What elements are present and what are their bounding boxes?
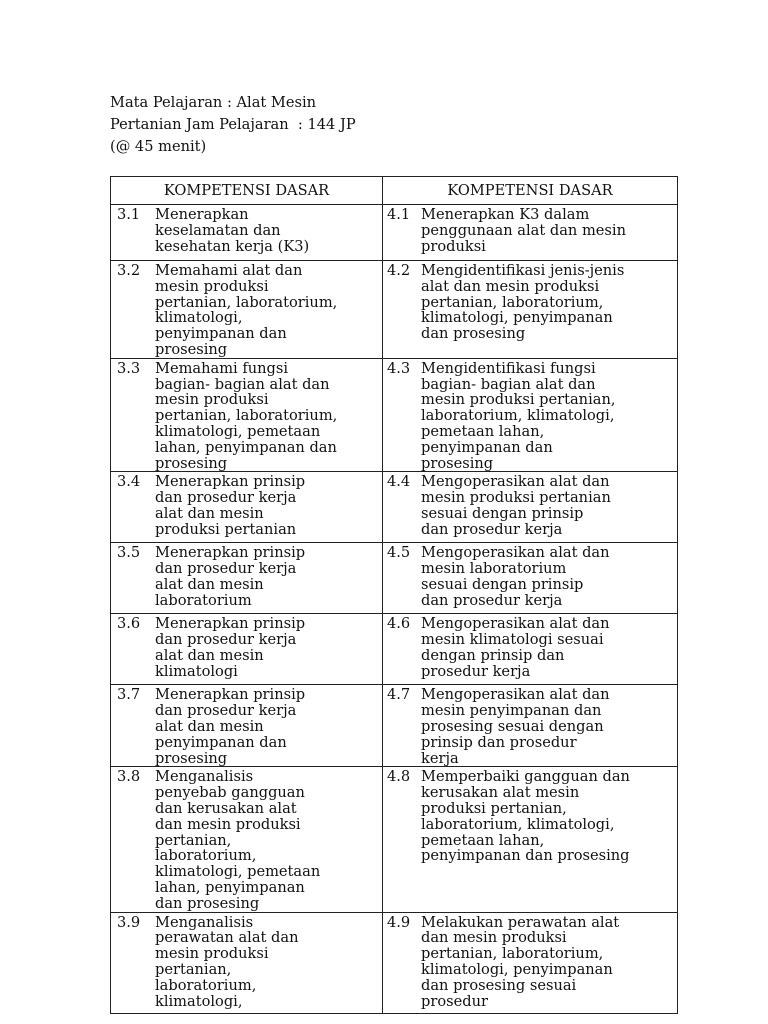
competency-text: Memahami alat dan mesin produksi pertanian, laboratorium, klimatologi, penyimpanan dan prosesing	[155, 262, 338, 358]
competency-text: Mengoperasikan alat dan mesin produksi pertanian sesuai dengan prinsip dan prosedur kerja	[421, 473, 611, 538]
table-row	[111, 472, 678, 543]
competency-text: Memperbaiki gangguan dan kerusakan alat mesin produksi pertanian, laboratorium, klimatologi, pemetaan lahan, penyimpanan dan prosesing	[421, 768, 630, 865]
table-row	[111, 543, 678, 614]
competency-text: Melakukan perawatan alat dan mesin produksi pertanian, laboratorium, klimatologi, penyimpanan dan prosesing sesuai prosedur	[421, 913, 620, 1010]
table-row	[111, 614, 678, 685]
table-cell-left	[111, 912, 383, 1013]
competency-number: 3.1	[117, 206, 141, 223]
competency-text: Mengoperasikan alat dan mesin laboratorium sesuai dengan prinsip dan prosedur kerja	[421, 544, 610, 609]
table-cell-right	[383, 685, 678, 767]
hours-line: Pertanian Jam Pelajaran : 144 JP	[110, 116, 356, 133]
competency-text: Memahami fungsi bagian- bagian alat dan mesin produksi pertanian, laboratorium, klimatologi, pemetaan lahan, penyimpanan dan prosesing	[155, 359, 338, 472]
table-cell-left	[111, 685, 383, 767]
table-cell-left	[111, 614, 383, 685]
competency-number: 4.1	[387, 206, 411, 223]
competency-table	[110, 176, 678, 1014]
table-cell-right	[383, 205, 678, 261]
competency-number: 3.5	[117, 544, 141, 562]
competency-text: Mengidentifikasi fungsi bagian- bagian alat dan mesin produksi pertanian, laboratorium, klimatologi, pemetaan lahan, penyimpanan dan prosesing	[421, 359, 616, 472]
table-cell-right	[383, 912, 678, 1013]
competency-number: 4.5	[387, 544, 411, 562]
competency-number: 4.7	[387, 686, 411, 704]
table-row	[111, 767, 678, 912]
column-header-left: KOMPETENSI DASAR	[111, 177, 383, 205]
duration-line: (@ 45 menit)	[110, 138, 207, 155]
table-row	[111, 205, 678, 261]
table-cell-right	[383, 614, 678, 685]
competency-number: 4.2	[387, 262, 411, 279]
table-cell-right	[383, 261, 678, 359]
competency-number: 4.9	[387, 913, 411, 931]
table-cell-left	[111, 767, 383, 912]
table-cell-right	[383, 543, 678, 614]
table-cell-right	[383, 472, 678, 543]
competency-number: 4.8	[387, 768, 411, 786]
competency-number: 3.7	[117, 686, 141, 704]
competency-text: Menerapkan prinsip dan prosedur kerja alat dan mesin penyimpanan dan prosesing	[155, 686, 306, 767]
competency-text: Mengoperasikan alat dan mesin penyimpanan dan prosesing sesuai dengan prinsip dan prosedur kerja	[421, 686, 610, 767]
table-cell-right	[383, 358, 678, 472]
competency-text: Mengidentifikasi jenis-jenis alat dan mesin produksi pertanian, laboratorium, klimatologi, penyimpanan dan prosesing	[421, 262, 625, 343]
competency-number: 3.8	[117, 768, 141, 786]
competency-text: Menerapkan K3 dalam penggunaan alat dan mesin produksi	[421, 206, 626, 255]
table-row	[111, 685, 678, 767]
table-row	[111, 261, 678, 359]
competency-text: Menerapkan prinsip dan prosedur kerja alat dan mesin laboratorium	[155, 544, 306, 609]
competency-number: 3.3	[117, 359, 141, 377]
table-header-row	[111, 177, 678, 205]
competency-text: Menganalisis perawatan alat dan mesin produksi pertanian, laboratorium, klimatologi,	[155, 913, 299, 1010]
competency-text: Mengoperasikan alat dan mesin klimatologi sesuai dengan prinsip dan prosedur kerja	[421, 615, 610, 680]
document-header	[110, 92, 356, 158]
competency-text: Menerapkan prinsip dan prosedur kerja alat dan mesin klimatologi	[155, 615, 306, 680]
column-header-right: KOMPETENSI DASAR	[383, 177, 678, 205]
subject-line: Mata Pelajaran : Alat Mesin	[110, 94, 317, 111]
competency-text: Menerapkan prinsip dan prosedur kerja alat dan mesin produksi pertanian	[155, 473, 306, 538]
table-cell-left	[111, 472, 383, 543]
table-cell-left	[111, 543, 383, 614]
competency-number: 4.4	[387, 473, 411, 491]
table-cell-left	[111, 261, 383, 359]
competency-number: 3.4	[117, 473, 141, 491]
competency-number: 3.9	[117, 913, 141, 931]
table-row	[111, 358, 678, 472]
competency-number: 4.6	[387, 615, 411, 633]
competency-text: Menerapkan keselamatan dan kesehatan kerja (K3)	[155, 206, 310, 255]
table-cell-right	[383, 767, 678, 912]
competency-number: 3.6	[117, 615, 141, 633]
competency-text: Menganalisis penyebab gangguan dan kerusakan alat dan mesin produksi pertanian, laboratorium, klimatologi, pemetaan lahan, penyimpanan dan prosesing	[155, 768, 321, 912]
table-row	[111, 912, 678, 1013]
competency-number: 4.3	[387, 359, 411, 377]
table-cell-left	[111, 358, 383, 472]
competency-number: 3.2	[117, 262, 141, 279]
table-cell-left	[111, 205, 383, 261]
